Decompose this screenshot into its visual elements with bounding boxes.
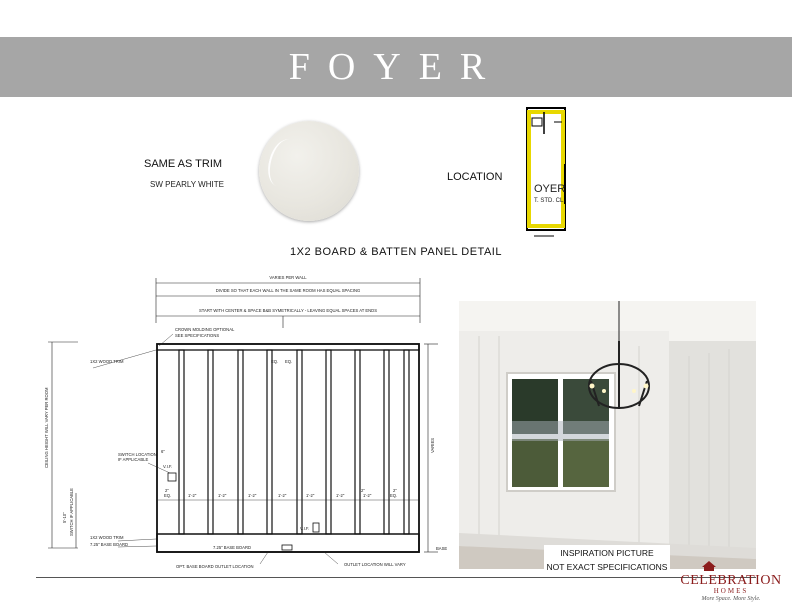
eq-label-1: EQ. <box>271 359 279 364</box>
base-label: BASE <box>436 546 448 551</box>
title-banner <box>0 37 792 97</box>
spacing-2: 1'-2" <box>218 493 227 498</box>
inspiration-line-2: NOT EXACT SPECIFICATIONS <box>546 562 668 572</box>
eq-label-4: EQ. <box>390 493 398 498</box>
divide-note: DIVIDE SO THAT EACH WALL IN THE SAME ROOM HAS EQUAL SPACING <box>215 288 361 293</box>
dim-half: 6" <box>161 449 165 454</box>
eq-label-3: EQ. <box>164 493 172 498</box>
inspiration-caption <box>544 545 670 576</box>
location-room-sub: T. STD. CL. <box>534 198 566 204</box>
panel-detail-title: 1X2 BOARD & BATTEN PANEL DETAIL <box>290 246 502 258</box>
swatch-highlight <box>263 136 302 190</box>
eq-label-2: EQ. <box>285 359 293 364</box>
dim-top-label: VARIES PER WALL <box>269 275 307 280</box>
dim-2-left: 2" <box>165 488 169 493</box>
trim-top-label: 1X2 WOOD TRIM <box>90 359 124 364</box>
inspiration-line-1: INSPIRATION PICTURE <box>560 548 654 558</box>
varies-label: VARIES <box>430 437 435 453</box>
logo-main-text: CELEBRATION <box>680 573 782 588</box>
crown-note-2: SEE SPECIFICATIONS <box>175 333 220 338</box>
dim-2-right: 2" <box>393 488 397 493</box>
base-inner-label: 7.25" BASE BOARD <box>213 545 252 550</box>
outlet-vary-label: OUTLET LOCATION WILL VARY <box>344 562 406 567</box>
paint-code: SW PEARLY WHITE <box>150 180 224 189</box>
ceiling-note: CEILING HEIGHT WILL VARY PER ROOM <box>44 387 49 468</box>
paint-swatch <box>259 121 359 221</box>
trim-bottom-label: 1X2 WOOD TRIM <box>90 535 124 540</box>
board-batten-drawing <box>38 268 460 573</box>
switch-note-1: SWITCH LOCATION <box>118 452 157 457</box>
location-plan <box>524 104 582 244</box>
outlet-opt-label: OPT. BASE BOARD OUTLET LOCATION <box>176 564 254 569</box>
base-note: 7.25" BASE BOARD <box>90 542 129 547</box>
outlet-vif: V.I.F. <box>300 526 310 531</box>
start-note: START WITH CENTER & SPACE B&B SYMETRICALLY - LEAVING EQUAL SPACES AT ENDS <box>198 308 378 313</box>
paint-name: SAME AS TRIM <box>144 158 223 170</box>
switch-height-label: SWITCH IF APPLICABLE <box>69 488 74 536</box>
spacing-5: 1'-2" <box>306 493 315 498</box>
bottom-divider <box>36 577 756 578</box>
logo-tagline: More Space. More Style. <box>701 596 761 602</box>
location-room-label: OYER <box>534 183 566 195</box>
dim-2-mid: 2" <box>361 488 365 493</box>
location-label: LOCATION <box>447 171 503 183</box>
inspiration-photo <box>459 301 756 569</box>
crown-note-1: CROWN MOLDING OPTIONAL <box>175 327 235 332</box>
celebration-homes-logo <box>676 557 786 609</box>
page-title: FOYER <box>288 46 504 88</box>
spacing-4: 1'-2" <box>278 493 287 498</box>
dim-height: 5'-10" <box>62 512 67 523</box>
spacing-3: 1'-2" <box>248 493 257 498</box>
logo-sub-text: HOMES <box>713 587 749 595</box>
spacing-6: 1'-2" <box>336 493 345 498</box>
switch-vif: V.I.F. <box>163 464 173 469</box>
logo-house-icon <box>702 561 716 571</box>
switch-note-2: IF APPLICABLE <box>118 457 149 462</box>
spacing-1: 1'-2" <box>188 493 197 498</box>
spacing-7: 1'-2" <box>363 493 372 498</box>
